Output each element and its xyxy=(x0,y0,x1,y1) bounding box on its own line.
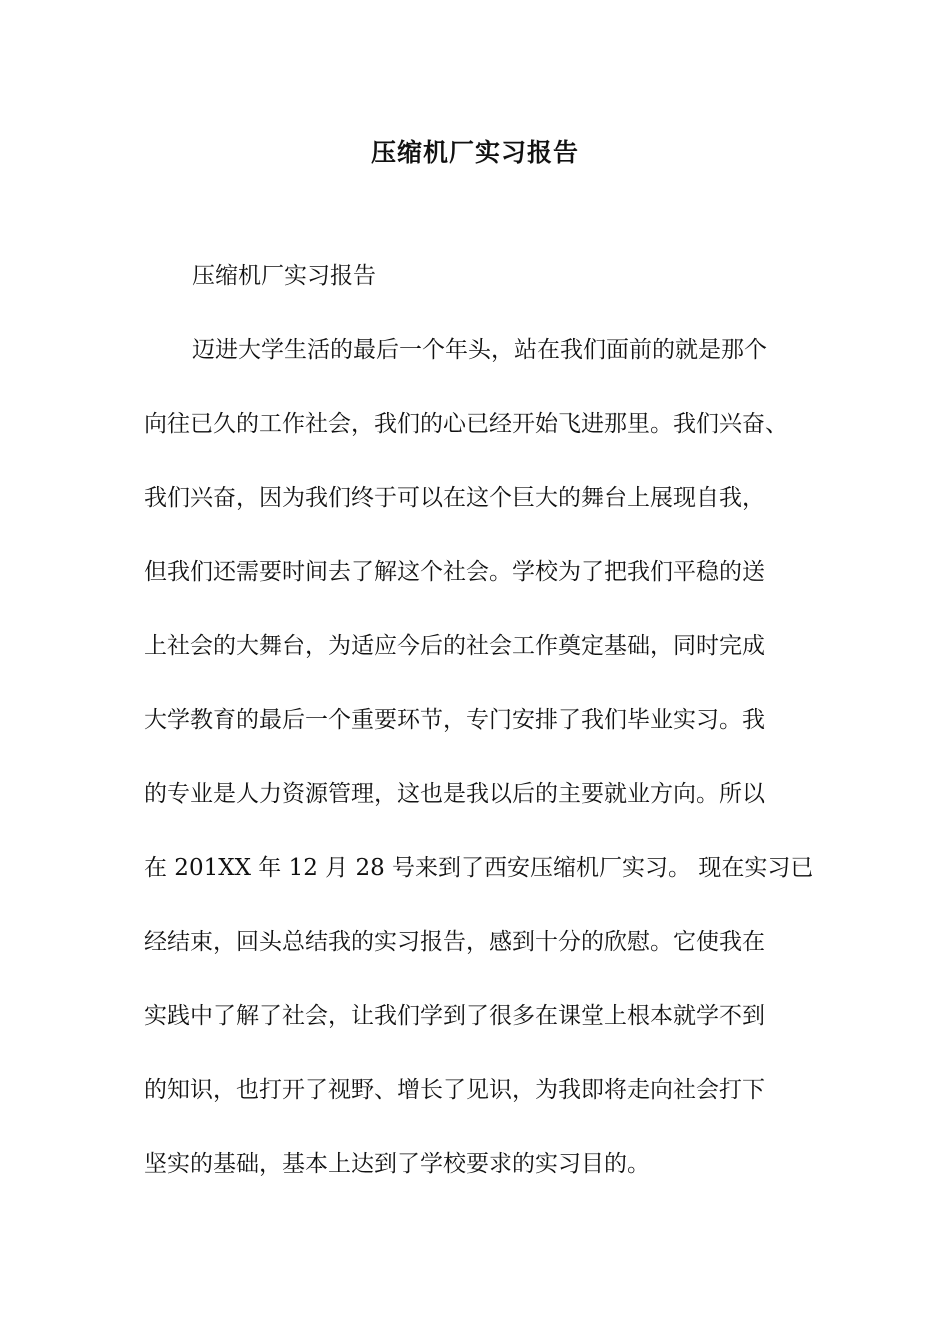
paragraph-line: 向往已久的工作社会，我们的心已经开始飞进那里。我们兴奋、 xyxy=(144,411,788,437)
paragraph-line: 我们兴奋，因为我们终于可以在这个巨大的舞台上展现自我， xyxy=(144,485,765,511)
paragraph-line: 的知识，也打开了视野、增长了见识，为我即将走向社会打下 xyxy=(144,1077,765,1103)
paragraph-line: 在 201XX 年 12 月 28 号来到了西安压缩机厂实习。 现在实习已 xyxy=(144,855,814,881)
paragraph-line: 的专业是人力资源管理，这也是我以后的主要就业方向。所以 xyxy=(144,781,765,807)
paragraph-line: 上社会的大舞台，为适应今后的社会工作奠定基础，同时完成 xyxy=(144,633,765,659)
paragraph-line: 经结束，回头总结我的实习报告，感到十分的欣慰。它使我在 xyxy=(144,929,765,955)
paragraph-line: 坚实的基础，基本上达到了学校要求的实习目的。 xyxy=(144,1151,650,1177)
paragraph-line: 迈进大学生活的最后一个年头，站在我们面前的就是那个 xyxy=(192,337,767,363)
document-title: 压缩机厂实习报告 xyxy=(370,138,579,167)
paragraph-heading: 压缩机厂实习报告 xyxy=(192,263,376,289)
paragraph-line: 大学教育的最后一个重要环节，专门安排了我们毕业实习。我 xyxy=(144,707,765,733)
paragraph-line: 实践中了解了社会，让我们学到了很多在课堂上根本就学不到 xyxy=(144,1003,765,1029)
paragraph-line: 但我们还需要时间去了解这个社会。学校为了把我们平稳的送 xyxy=(144,559,765,585)
